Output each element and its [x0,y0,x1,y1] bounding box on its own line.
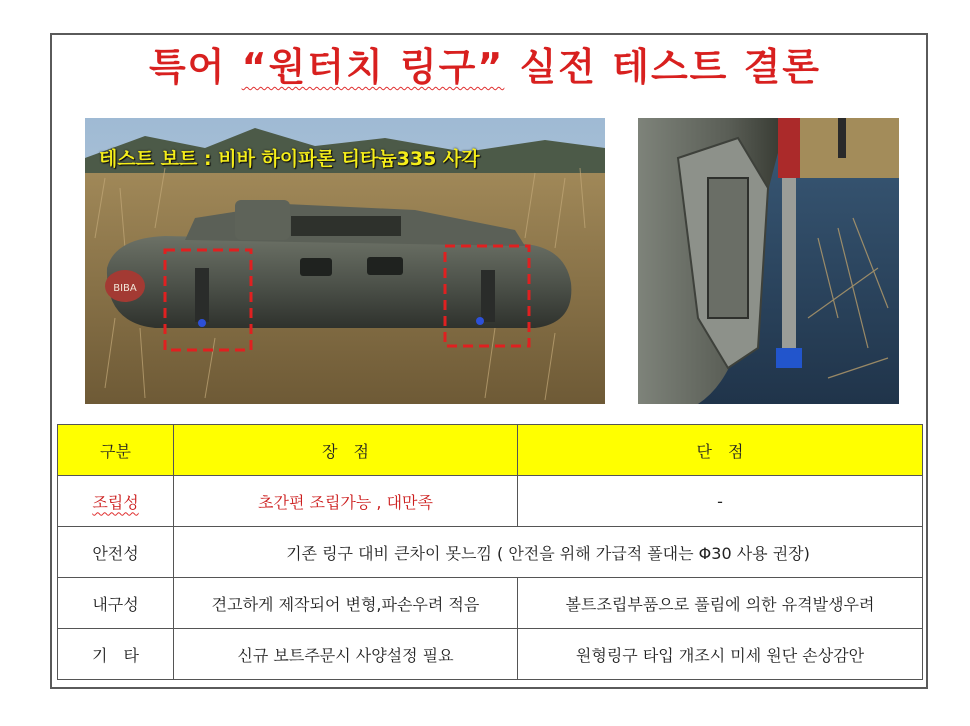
merged-text: 기존 링구 대비 큰차이 못느낌 ( 안전을 위해 가급적 폴대는 Φ30 사용 권장) [286,543,810,563]
row-category [58,476,174,527]
row-merged [174,527,923,578]
header-cons: 단 점 [518,425,923,476]
slide-title [0,36,970,91]
ring-closeup-photo [638,118,899,404]
row-cons: - [518,476,923,527]
comparison-table [57,424,923,680]
test-boat-caption: 테스트 보트 : 비바 하이파론 티타늄335 사각 [99,148,480,170]
boat-photo [85,118,605,404]
title-prefix: 특어 [148,45,242,89]
title-suffix: 실전 테스트 결론 [504,45,822,89]
row-cons: 볼트조립부품으로 풀림에 의한 유격발생우려 [518,578,923,629]
row-pros: 견고하게 제작되어 변형,파손우려 적음 [174,578,518,629]
category-label: 조립성 [92,492,139,512]
row-category: 기 타 [58,629,174,680]
table-header-row [58,425,923,476]
title-quoted: “원터치 링구” [241,45,505,89]
ring-closeup-illustration [638,118,899,404]
row-pros: 초간편 조립가능 , 대만족 [174,476,518,527]
header-category: 구분 [58,425,174,476]
row-cons: 원형링구 타입 개조시 미세 원단 손상감안 [518,629,923,680]
table-row [58,629,923,680]
row-pros: 신규 보트주문시 사양설정 필요 [174,629,518,680]
table-row [58,578,923,629]
table-row [58,476,923,527]
header-pros: 장 점 [174,425,518,476]
row-category: 내구성 [58,578,174,629]
row-category: 안전성 [58,527,174,578]
boat-brand-mark: BIBA [113,283,137,294]
table-row [58,527,923,578]
